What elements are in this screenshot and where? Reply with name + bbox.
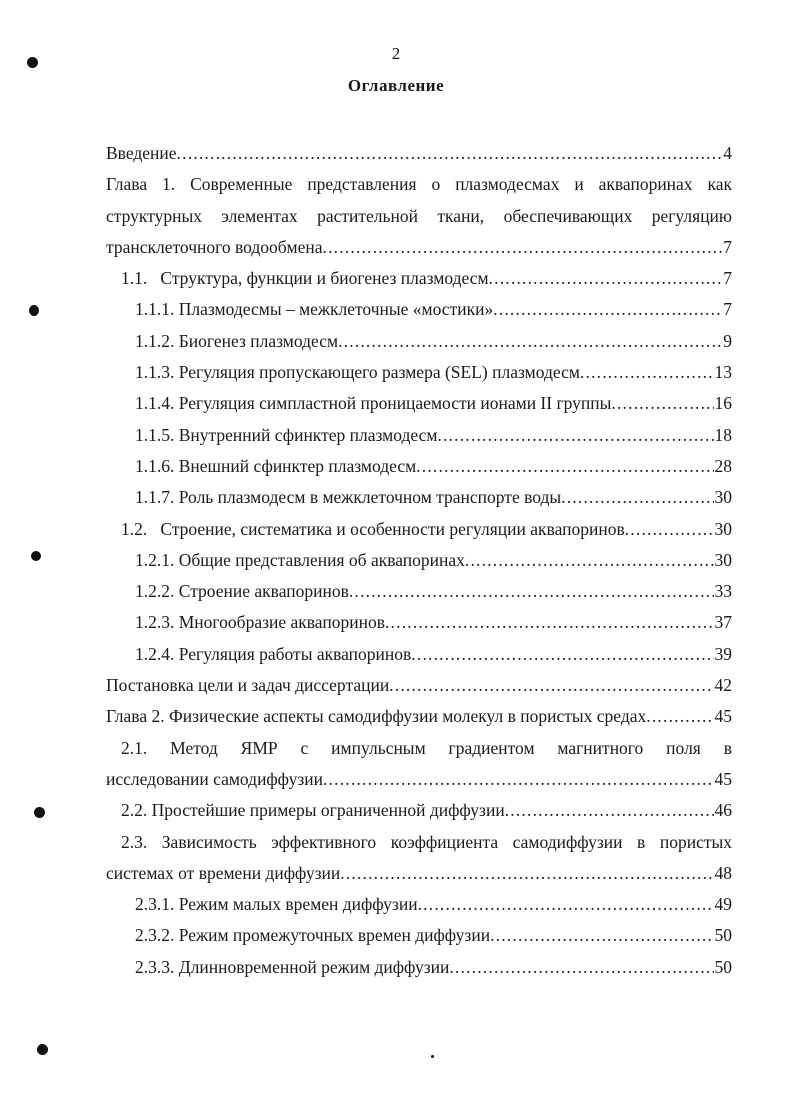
toc-leader-dots (437, 420, 713, 451)
toc-entry-page: 28 (714, 455, 732, 476)
toc-entry-label: 2.3.1. Режим малых времен диффузии (135, 894, 418, 915)
toc-entry-1-2[interactable] (106, 514, 732, 545)
toc-leader-dots (505, 795, 714, 826)
toc-leader-dots (340, 858, 713, 889)
toc-entry-1-2-3[interactable] (106, 607, 732, 638)
toc-entry-label: исследовании самодиффузии (106, 768, 323, 789)
toc-entry-page: 4 (723, 143, 732, 163)
toc-entry-label: 1.2. Строение, систематика и особенности регуляции аквапоринов (121, 518, 625, 539)
toc-entry-goals[interactable] (106, 670, 732, 701)
toc-entry-1-2-2[interactable] (106, 576, 732, 607)
toc-entry-label: Постановка цели и задач диссертации (106, 675, 390, 696)
toc-entry-page: 16 (714, 393, 732, 414)
toc-entry-2-1[interactable] (106, 733, 732, 796)
toc-entry-1-2-1[interactable] (106, 545, 732, 576)
scan-hole-mark (27, 57, 38, 68)
toc-entry-1-1[interactable] (106, 263, 732, 294)
toc-entry-intro[interactable] (106, 138, 732, 169)
toc-entry-last-line (106, 232, 732, 263)
toc-leader-dots (646, 701, 713, 732)
toc-entry-page: 9 (723, 330, 732, 351)
toc-entry-page: 18 (714, 424, 732, 445)
toc-entry-1-1-7[interactable] (106, 482, 732, 513)
toc-entry-last-line (106, 764, 732, 795)
toc-entry-page: 30 (714, 487, 732, 508)
toc-entry-line: 2.1. Метод ЯМР с импульсным градиентом магнитного поля в (121, 737, 732, 758)
toc-entry-page: 48 (714, 862, 732, 883)
toc-leader-dots (489, 263, 723, 294)
toc-entry-page: 7 (723, 299, 732, 320)
toc-entry-page: 39 (714, 643, 732, 664)
toc-entry-page: 46 (714, 800, 732, 821)
toc-leader-dots (561, 482, 713, 513)
toc-leader-dots (490, 920, 713, 951)
toc-entry-page: 30 (714, 549, 732, 570)
toc-entry-1-1-4[interactable] (106, 388, 732, 419)
toc-entry-label: 2.3.3. Длинновременной режим диффузии (135, 956, 450, 977)
toc-entry-1-1-5[interactable] (106, 420, 732, 451)
toc-entry-label: 1.1.4. Регуляция симпластной проницаемости ионами II группы (135, 393, 612, 414)
toc-entry-label: 1.1.7. Роль плазмодесм в межклеточном транспорте воды (135, 487, 562, 508)
toc-entry-1-2-4[interactable] (106, 639, 732, 670)
toc-entry-page: 30 (714, 518, 732, 539)
toc-entry-1-1-3[interactable] (106, 357, 732, 388)
toc-leader-dots (493, 294, 722, 325)
toc-entry-page: 45 (714, 768, 732, 789)
toc-entry-line: Глава 1. Современные представления о плазмодесмах и аквапоринах как (106, 174, 732, 195)
toc-entry-page: 45 (714, 706, 732, 727)
toc-entry-2-3-3[interactable] (106, 952, 732, 983)
toc-entry-1-1-2[interactable] (106, 326, 732, 357)
toc-entry-label: системах от времени диффузии (106, 862, 341, 883)
toc-entry-page: 42 (714, 675, 732, 696)
toc-leader-dots (389, 670, 713, 701)
toc-entry-page: 37 (714, 612, 732, 633)
toc-entry-page: 13 (714, 362, 732, 383)
toc-leader-dots (323, 232, 723, 263)
toc-entry-label: 1.2.1. Общие представления об аквапоринах (135, 549, 465, 570)
toc-leader-dots (625, 514, 714, 545)
toc-entry-label: 1.2.4. Регуляция работы аквапоринов (135, 643, 412, 664)
toc-leader-dots (385, 607, 714, 638)
toc-entry-label: 1.1.5. Внутренний сфинктер плазмодесм (135, 424, 438, 445)
toc-entry-2-3-1[interactable] (106, 889, 732, 920)
toc-leader-dots (338, 326, 722, 357)
toc-entry-label: 1.2.2. Строение аквапоринов (135, 581, 349, 602)
toc-leader-dots (580, 357, 714, 388)
toc-entry-2-3-2[interactable] (106, 920, 732, 951)
toc-entry-page: 49 (714, 894, 732, 915)
toc-entry-chapter-2[interactable] (106, 701, 732, 732)
toc-entry-page: 7 (723, 268, 732, 289)
toc-leader-dots (349, 576, 714, 607)
toc-entry-label: 1.1.6. Внешний сфинктер плазмодесм (135, 455, 417, 476)
scan-hole-mark (34, 807, 45, 818)
toc-leader-dots (177, 138, 723, 169)
toc-leader-dots (416, 451, 713, 482)
toc-entry-label: 2.2. Простейшие примеры ограниченной диффузии (121, 800, 505, 821)
toc-entry-label: Глава 2. Физические аспекты самодиффузии молекул в пористых средах (106, 706, 647, 727)
toc-entry-label: Введение (106, 143, 177, 163)
toc-entry-label: 1.1.1. Плазмодесмы – межклеточные «мостики» (135, 299, 494, 320)
toc-leader-dots (323, 764, 714, 795)
toc-entry-label: 2.3.2. Режим промежуточных времен диффузии (135, 925, 491, 946)
toc-entry-page: 50 (714, 956, 732, 977)
toc-entry-2-2[interactable] (106, 795, 732, 826)
toc-entry-page: 50 (714, 925, 732, 946)
toc-entry-label: 1.1. Структура, функции и биогенез плазмодесм (121, 268, 489, 289)
scan-hole-mark (29, 305, 39, 316)
toc-heading: Оглавление (347, 76, 445, 95)
scan-hole-mark (31, 551, 41, 561)
scan-speck (431, 1055, 434, 1058)
scan-hole-mark (37, 1044, 48, 1055)
page-number: 2 (391, 44, 401, 63)
table-of-contents (106, 138, 732, 983)
toc-leader-dots (411, 639, 713, 670)
toc-entry-label: 1.1.3. Регуляция пропускающего размера (SEL) плазмодесм (135, 362, 580, 383)
toc-entry-label: трансклеточного водообмена (106, 236, 323, 257)
toc-entry-page: 33 (714, 581, 732, 602)
toc-entry-line: структурных элементах растительной ткани, обеспечивающих регуляцию (106, 205, 732, 226)
toc-leader-dots (611, 388, 713, 419)
toc-entry-1-1-1[interactable] (106, 294, 732, 325)
toc-leader-dots (418, 889, 714, 920)
toc-entry-2-3[interactable] (106, 827, 732, 890)
toc-leader-dots (449, 952, 713, 983)
toc-entry-1-1-6[interactable] (106, 451, 732, 482)
toc-entry-last-line (106, 858, 732, 889)
toc-entry-chapter-1[interactable] (106, 169, 732, 263)
toc-entry-label: 1.2.3. Многообразие аквапоринов (135, 612, 385, 633)
toc-entry-page: 7 (723, 236, 732, 257)
toc-leader-dots (465, 545, 714, 576)
toc-entry-label: 1.1.2. Биогенез плазмодесм (135, 330, 339, 351)
toc-entry-line: 2.3. Зависимость эффективного коэффициента самодиффузии в пористых (121, 831, 732, 852)
